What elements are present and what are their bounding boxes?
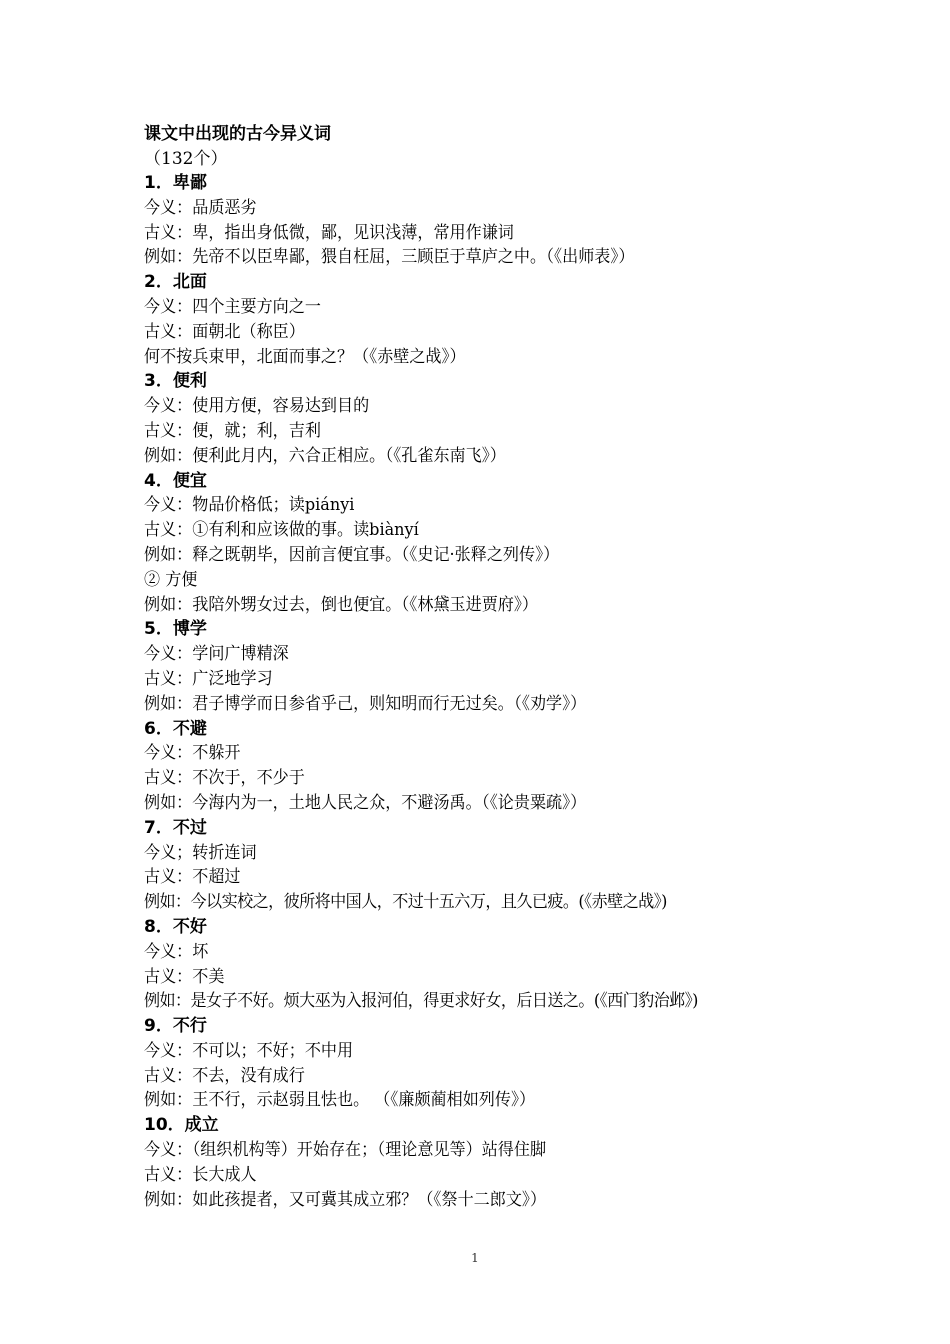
document-body <box>144 122 844 1212</box>
entry-2 <box>144 270 844 369</box>
entry-5 <box>144 617 844 716</box>
entry-ancient-meaning: 古义：不去，没有成行 <box>144 1065 305 1086</box>
entry-ancient-meaning: 古义：不美 <box>144 966 225 987</box>
entry-ancient-meaning: 古义：①有利和应该做的事。读biànyí <box>144 520 419 541</box>
entry-modern-meaning: 今义；转折连词 <box>144 842 257 863</box>
entry-9 <box>144 1014 844 1113</box>
entry-example: 例如：是女子不好。烦大巫为入报河伯，得更求好女，后日送之。(《西门豹治邺》) <box>144 991 698 1012</box>
entry-heading: 7．不过 <box>144 817 207 838</box>
document-title: 课文中出现的古今异义词 <box>144 124 331 144</box>
entry-example: 何不按兵束甲，北面而事之？（《赤壁之战》） <box>144 346 466 367</box>
entry-example: 例如：便利此月内，六合正相应。（《孔雀东南飞》） <box>144 445 506 466</box>
entry-7 <box>144 816 844 915</box>
entry-heading: 1．卑鄙 <box>144 173 207 193</box>
document-count: （132个） <box>144 149 228 169</box>
entry-ancient-meaning: 古义：卑，指出身低微，鄙，见识浅薄，常用作谦词 <box>144 222 514 243</box>
entry-heading: 3．便利 <box>144 371 207 392</box>
entry-6 <box>144 717 844 816</box>
entry-ancient-meaning: 古义：不超过 <box>144 867 241 888</box>
entry-ancient-meaning-2: ② 方便 <box>144 569 198 590</box>
entry-example-2: 例如：我陪外甥女过去，倒也便宜。（《林黛玉进贾府》） <box>144 594 539 615</box>
entry-heading: 6．不避 <box>144 718 207 739</box>
entry-example: 例如：王不行，示赵弱且怯也。 （《廉颇蔺相如列传》） <box>144 1090 536 1111</box>
entry-ancient-meaning: 古义：不次于，不少于 <box>144 768 305 789</box>
entry-heading: 2．北面 <box>144 272 207 293</box>
entry-modern-meaning: 今义：不躲开 <box>144 743 241 764</box>
entry-1 <box>144 171 844 270</box>
entry-4 <box>144 469 844 618</box>
entry-example: 例如：先帝不以臣卑鄙，猥自枉屈，三顾臣于草庐之中。（《出师表》） <box>144 247 635 268</box>
entry-ancient-meaning: 古义：长大成人 <box>144 1164 257 1185</box>
entry-heading: 8．不好 <box>144 916 207 937</box>
entry-example: 例如：如此孩提者，又可冀其成立邪？（《祭十二郎文》） <box>144 1189 547 1210</box>
entry-3 <box>144 369 844 468</box>
entry-modern-meaning: 今义：物品价格低；读piányi <box>144 495 355 516</box>
entry-modern-meaning: 今义：使用方便，容易达到目的 <box>144 396 370 417</box>
entry-modern-meaning: 今义：不可以；不好；不中用 <box>144 1040 354 1061</box>
entry-heading: 10．成立 <box>144 1115 219 1136</box>
entry-modern-meaning: 今义：坏 <box>144 941 209 962</box>
page-number: 1 <box>471 1251 479 1265</box>
entry-modern-meaning: 今义：（组织机构等）开始存在；（理论意见等）站得住脚 <box>144 1140 547 1161</box>
entry-modern-meaning: 今义：四个主要方向之一 <box>144 296 321 317</box>
entry-ancient-meaning: 古义：便，就；利，吉利 <box>144 420 321 441</box>
entry-heading: 5．博学 <box>144 619 207 640</box>
entry-ancient-meaning: 古义：面朝北（称臣） <box>144 321 305 342</box>
entry-modern-meaning: 今义：品质恶劣 <box>144 197 257 218</box>
entry-heading: 4．便宜 <box>144 470 207 491</box>
entry-ancient-meaning: 古义：广泛地学习 <box>144 668 273 689</box>
entry-10 <box>144 1113 844 1212</box>
entry-example: 例如：释之既朝毕，因前言便宜事。（《史记·张释之列传》） <box>144 544 560 565</box>
entry-heading: 9．不行 <box>144 1016 207 1037</box>
entry-example: 例如：君子博学而日参省乎己，则知明而行无过矣。（《劝学》） <box>144 693 587 714</box>
entry-example: 例如：今海内为一，土地人民之众，不避汤禹。（《论贵粟疏》） <box>144 792 587 813</box>
entry-8 <box>144 915 844 1014</box>
entry-modern-meaning: 今义：学问广博精深 <box>144 644 289 665</box>
entry-example: 例如：今以实校之，彼所将中国人，不过十五六万，且久已疲。(《赤壁之战》) <box>144 892 667 913</box>
